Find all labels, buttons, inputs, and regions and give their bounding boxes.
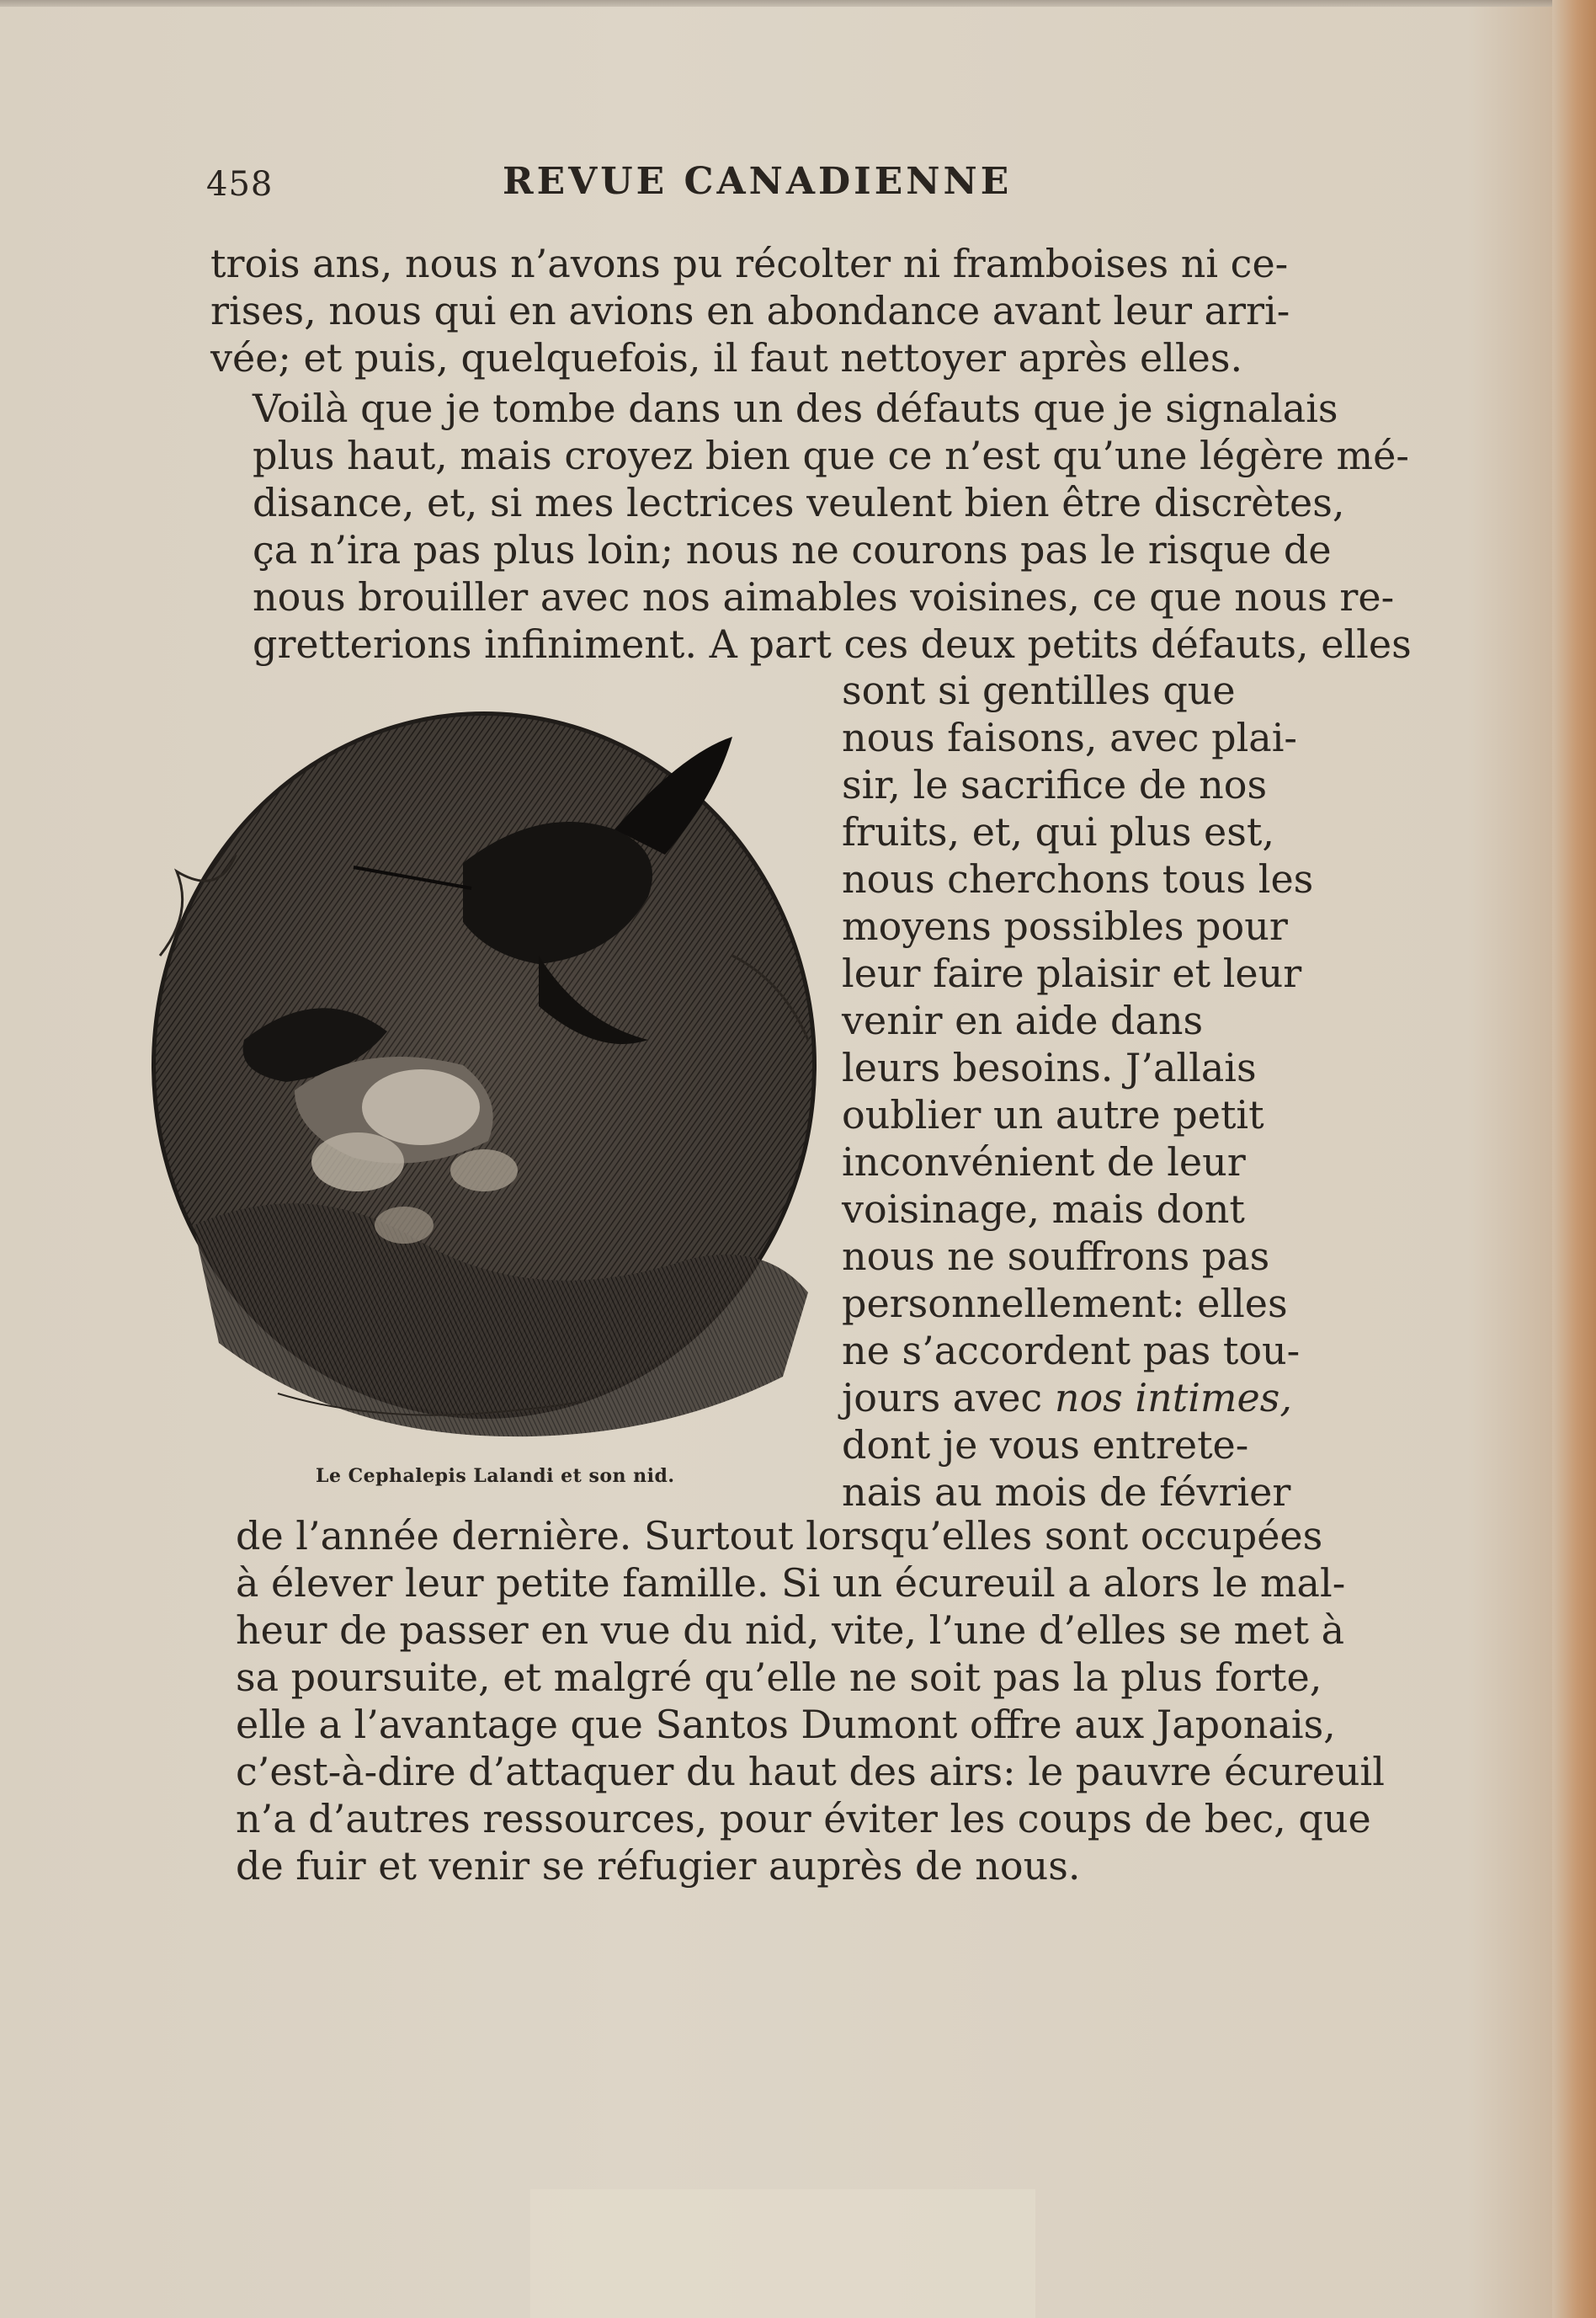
text-line: venir en aide dans	[842, 998, 1204, 1043]
text-line: sir, le sacrifice de nos	[842, 762, 1268, 807]
text-line: voisinage, mais dont	[842, 1186, 1245, 1232]
paragraph-2	[210, 385, 1412, 668]
text-line: ça n’ira pas plus loin; nous ne courons pas le risque de	[253, 527, 1332, 573]
text-line: nous ne souffrons pas	[842, 1234, 1270, 1279]
text-line: dont je vous entrete-	[842, 1422, 1249, 1468]
page-number: 458	[206, 165, 274, 204]
text-line: personnellement: elles	[842, 1281, 1288, 1326]
hummingbird-nest-engraving	[143, 703, 833, 1461]
text-line: de l’année dernière. Surtout lorsqu’elles sont occupées	[236, 1513, 1323, 1559]
text-line: sont si gentilles que	[842, 668, 1236, 713]
text-line: Voilà que je tombe dans un des défauts que je signalais	[253, 386, 1338, 431]
text-line: nous brouiller avec nos aimables voisines, ce que nous re-	[253, 574, 1395, 620]
text-line: fruits, et, qui plus est,	[842, 809, 1274, 855]
text-fragment: jours avec	[842, 1375, 1055, 1420]
text-line: vée; et puis, quelquefois, il faut nettoyer après elles.	[210, 335, 1243, 381]
text-line: disance, et, si mes lectrices veulent bien être discrètes,	[253, 480, 1345, 525]
text-line: elle a l’avantage que Santos Dumont offre aux Japonais,	[236, 1702, 1336, 1747]
journal-title: REVUE CANADIENNE	[503, 160, 1013, 203]
text-line: sa poursuite, et malgré qu’elle ne soit pas la plus forte,	[236, 1655, 1322, 1700]
text-line: plus haut, mais croyez bien que ce n’est qu’une légère mé-	[253, 433, 1409, 478]
text-line: moyens possibles pour	[842, 903, 1288, 949]
text-line: à élever leur petite famille. Si un écureuil a alors le mal-	[236, 1560, 1346, 1606]
text-line: ne s’accordent pas tou-	[842, 1328, 1301, 1373]
wrapped-column	[842, 667, 1314, 1516]
text-line: inconvénient de leur	[842, 1139, 1246, 1185]
text-line: c’est-à-dire d’attaquer du haut des airs: le pauvre écureuil	[236, 1749, 1385, 1794]
paragraph-3	[236, 1512, 1385, 1889]
text-line-italic	[842, 1374, 1292, 1421]
text-line: n’a d’autres ressources, pour éviter les coups de bec, que	[236, 1796, 1371, 1841]
italic-fragment: nos intimes,	[1054, 1375, 1292, 1420]
text-line: gretterions infiniment. A part ces deux petits défauts, elles	[253, 621, 1412, 667]
text-line: nais au mois de février	[842, 1469, 1291, 1515]
figure-caption: Le Cephalepis Lalandi et son nid.	[316, 1465, 675, 1487]
running-head	[206, 160, 1301, 210]
top-edge-shadow	[0, 0, 1596, 7]
paper-stain	[530, 2189, 1035, 2318]
text-line: oublier un autre petit	[842, 1092, 1264, 1138]
text-line: nous faisons, avec plai-	[842, 715, 1297, 760]
text-line: heur de passer en vue du nid, vite, l’une d’elles se met à	[236, 1607, 1345, 1653]
paragraph-1	[210, 240, 1290, 381]
text-line: nous cherchons tous les	[842, 856, 1314, 902]
text-line: rises, nous qui en avions en abondance avant leur arri-	[210, 288, 1290, 333]
text-line: leur faire plaisir et leur	[842, 951, 1302, 996]
text-line: de fuir et venir se réfugier auprès de nous.	[236, 1843, 1081, 1889]
engraving-figure	[143, 703, 833, 1461]
text-line: trois ans, nous n’avons pu récolter ni framboises ni ce-	[210, 241, 1289, 286]
page-edge	[1552, 0, 1596, 2318]
text-line: leurs besoins. J’allais	[842, 1045, 1257, 1090]
